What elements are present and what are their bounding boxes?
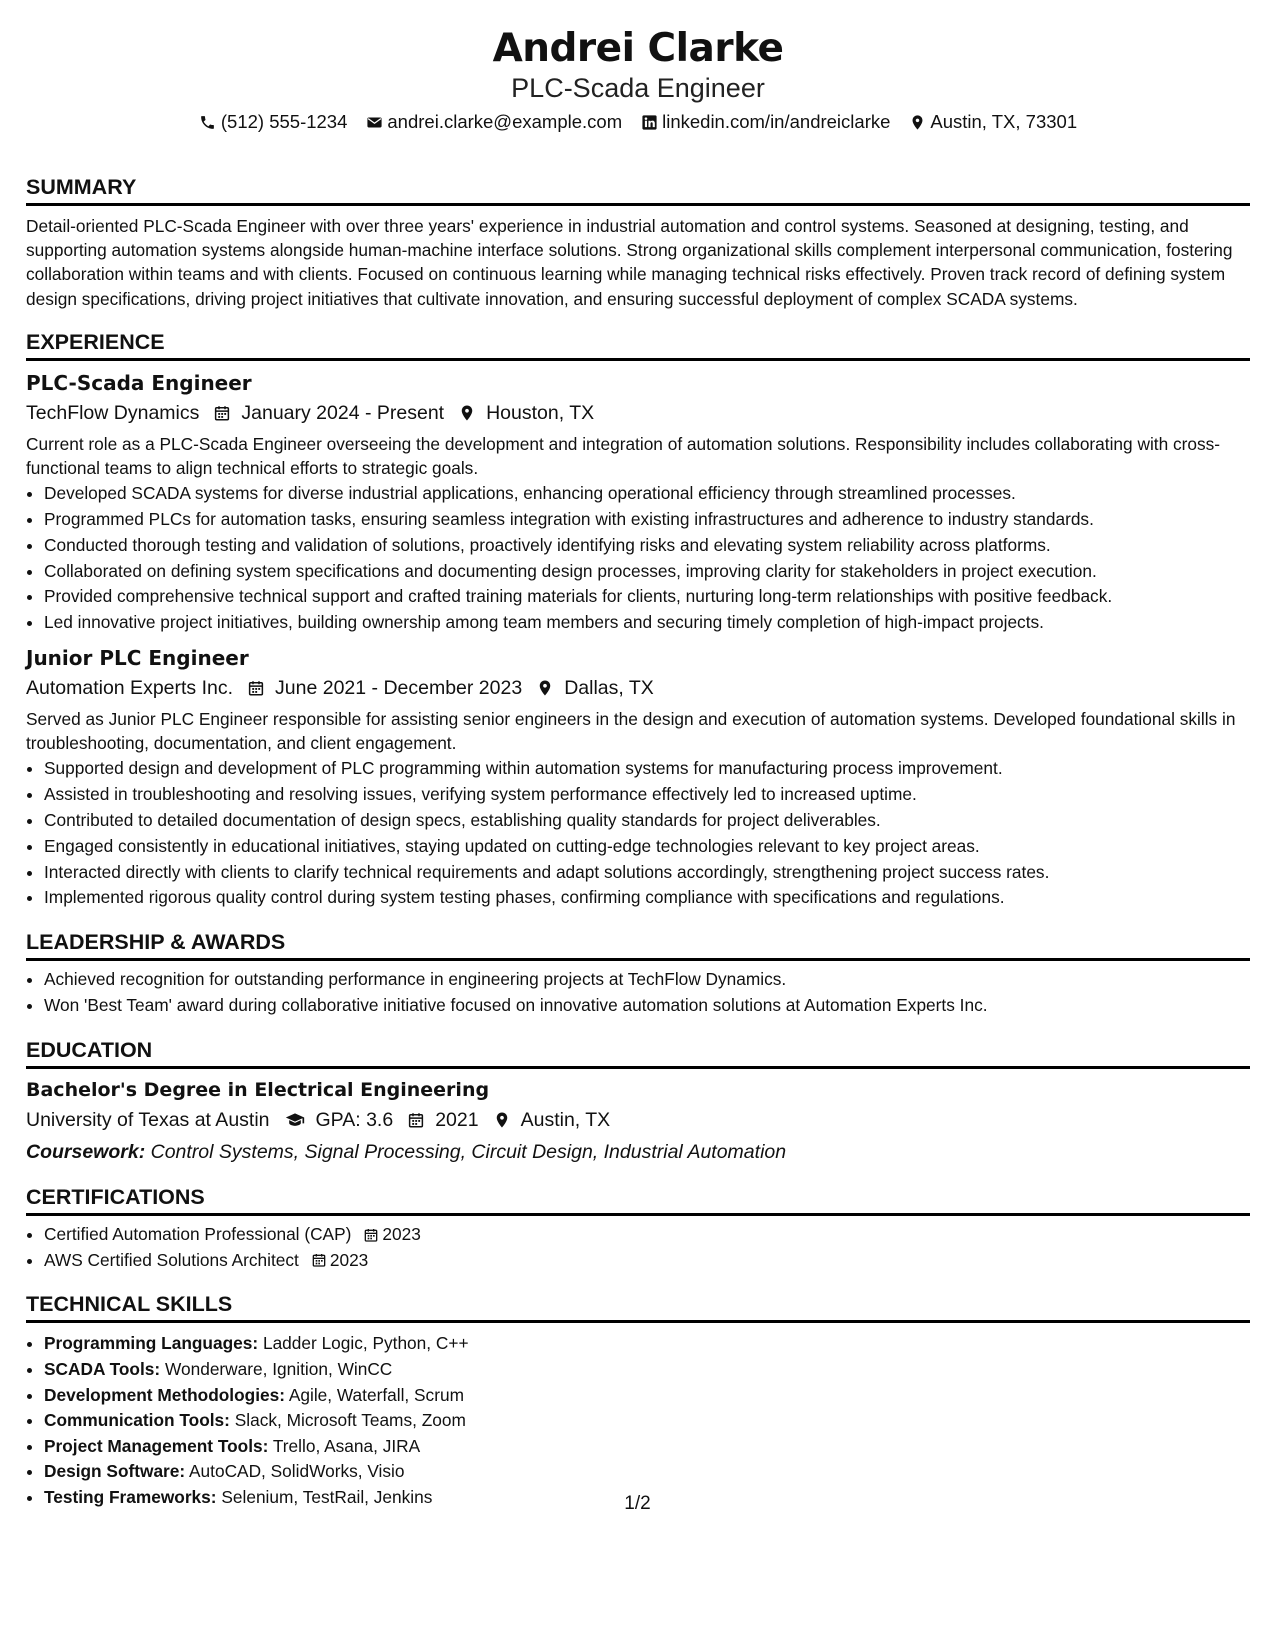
location-text: Austin, TX, 73301 xyxy=(930,111,1078,132)
contact-email[interactable] xyxy=(365,110,622,134)
section-heading: TECHNICAL SKILLS xyxy=(26,1291,1250,1323)
job-dates: June 2021 - December 2023 xyxy=(275,677,523,699)
education-section xyxy=(26,1037,1250,1166)
certification-name: • AWS Certified Solutions Architect xyxy=(44,1249,299,1270)
skills-section xyxy=(26,1291,1250,1510)
skill-item xyxy=(44,1408,1250,1434)
list-item: • Won 'Best Team' award during collaborative initiative focused on innovative automation solutions at Automation Experts Inc. xyxy=(44,993,1250,1019)
job-bullets xyxy=(26,756,1250,911)
certification-name: • Certified Automation Professional (CAP) xyxy=(44,1223,352,1244)
job-entry xyxy=(26,370,1250,636)
school-location: Austin, TX xyxy=(520,1108,611,1131)
graduation-year: 2021 xyxy=(435,1108,479,1131)
skill-value: Agile, Waterfall, Scrum xyxy=(288,1384,464,1405)
certification-year: 2023 xyxy=(382,1223,421,1244)
calendar-icon xyxy=(247,679,265,697)
list-item: • Provided comprehensive technical support and crafted training materials for clients, nurturing long-term relationships with positive feedback. xyxy=(44,584,1250,610)
skill-value: Wonderware, Ignition, WinCC xyxy=(164,1358,393,1379)
section-heading: CERTIFICATIONS xyxy=(26,1184,1250,1216)
candidate-name: Andrei Clarke xyxy=(492,26,784,71)
list-item: • Developed SCADA systems for diverse industrial applications, enhancing operational efficiency through streamlined processes. xyxy=(44,481,1250,507)
email-text: andrei.clarke@example.com xyxy=(387,111,623,132)
certification-list xyxy=(26,1222,1250,1274)
section-heading: EDUCATION xyxy=(26,1037,1250,1069)
map-pin-icon xyxy=(458,404,476,422)
skill-item xyxy=(44,1357,1250,1383)
skill-label: Development Methodologies: xyxy=(44,1384,285,1405)
company-name: Automation Experts Inc. xyxy=(26,677,234,699)
candidate-title: PLC-Scada Engineer xyxy=(511,73,765,103)
list-item: • Led innovative project initiatives, building ownership among team members and securing timely completion of high-impact projects. xyxy=(44,610,1250,636)
skill-item xyxy=(44,1331,1250,1357)
job-location: Houston, TX xyxy=(486,401,595,424)
envelope-icon xyxy=(365,113,383,131)
skill-label: Design Software: xyxy=(44,1461,186,1482)
skill-value: Trello, Asana, JIRA xyxy=(272,1435,421,1456)
list-item: • Collaborated on defining system specifications and documenting design processes, improving clarity for stakeholders in project execution. xyxy=(44,559,1250,585)
contact-linkedin[interactable] xyxy=(640,110,890,134)
school-name: University of Texas at Austin xyxy=(26,1108,270,1131)
calendar-icon xyxy=(407,1111,425,1129)
calendar-icon xyxy=(213,404,231,422)
resume-header xyxy=(26,26,1250,134)
job-meta xyxy=(26,674,1250,702)
job-description: Served as Junior PLC Engineer responsible for assisting senior engineers in the design and execution of automation systems. Developed foundational skills in troubleshooting, documentation, and client engagement. xyxy=(26,709,1236,754)
job-dates: January 2024 - Present xyxy=(241,401,445,424)
job-title: Junior PLC Engineer xyxy=(26,646,249,670)
calendar-icon xyxy=(311,1252,327,1268)
skill-value: Ladder Logic, Python, C++ xyxy=(262,1333,469,1354)
skill-label: Project Management Tools: xyxy=(44,1435,269,1456)
leadership-section xyxy=(26,929,1250,1019)
coursework-label: Coursework: xyxy=(26,1140,146,1163)
calendar-icon xyxy=(363,1227,379,1243)
skill-value: Selenium, TestRail, Jenkins xyxy=(221,1486,433,1507)
certification-year: 2023 xyxy=(329,1249,369,1270)
page-number: 1/2 xyxy=(624,1493,651,1514)
list-item: • Supported design and development of PLC programming within automation systems for manufacturing process improvement. xyxy=(44,756,1250,782)
map-pin-icon xyxy=(908,113,926,131)
graduation-cap-icon xyxy=(284,1110,306,1130)
education-meta xyxy=(26,1106,1250,1134)
job-entry xyxy=(26,645,1250,911)
job-meta xyxy=(26,399,1250,427)
company-name: TechFlow Dynamics xyxy=(26,401,200,424)
contact-phone[interactable] xyxy=(199,110,348,134)
skill-item xyxy=(44,1434,1250,1460)
skills-list xyxy=(26,1331,1250,1510)
list-item: • Contributed to detailed documentation of design specs, establishing quality standards for project deliverables. xyxy=(44,808,1250,834)
list-item: • Implemented rigorous quality control during system testing phases, confirming compliance with specifications and regulations. xyxy=(44,885,1250,911)
section-heading: SUMMARY xyxy=(26,174,1250,206)
skill-value: Slack, Microsoft Teams, Zoom xyxy=(234,1410,466,1431)
contact-bar xyxy=(26,110,1250,134)
list-item: • Engaged consistently in educational initiatives, staying updated on cutting-edge technologies relevant to key project areas. xyxy=(44,834,1250,860)
list-item: • Conducted thorough testing and validation of solutions, proactively identifying risks and elevating system reliability across platforms. xyxy=(44,533,1250,559)
summary-text: Detail-oriented PLC-Scada Engineer with over three years' experience in industrial automation and control systems. Seasoned at designing, testing, and supporting automation systems alongside human-machine interface solutions. Strong organizational skills complement interpersonal communication, fostering collaboration within teams and with clients. Focused on continuous learning while managing technical risks effectively. Proven track record of defining system design specifications, driving project initiatives that cultivate innovation, and ensuring successful deployment of complex SCADA systems. xyxy=(26,216,1233,309)
section-heading: EXPERIENCE xyxy=(26,329,1250,361)
skill-label: Programming Languages: xyxy=(44,1333,259,1354)
linkedin-icon xyxy=(640,113,658,131)
list-item: • Interacted directly with clients to clarify technical requirements and adapt solutions accordingly, strengthening project success rates. xyxy=(44,860,1250,886)
skill-label: SCADA Tools: xyxy=(44,1358,161,1379)
skill-item xyxy=(44,1383,1250,1409)
skill-value: AutoCAD, SolidWorks, Visio xyxy=(189,1461,405,1482)
job-location: Dallas, TX xyxy=(564,677,654,699)
job-bullets xyxy=(26,481,1250,636)
phone-icon xyxy=(199,113,217,131)
leadership-list xyxy=(26,967,1250,1019)
map-pin-icon xyxy=(493,1111,511,1129)
linkedin-text: linkedin.com/in/andreiclarke xyxy=(662,111,891,132)
skill-item xyxy=(44,1459,1250,1485)
skill-label: Communication Tools: xyxy=(44,1410,230,1431)
certifications-section xyxy=(26,1184,1250,1274)
list-item: • Achieved recognition for outstanding performance in engineering projects at TechFlow Dynamics. xyxy=(44,967,1250,993)
list-item: • Assisted in troubleshooting and resolving issues, verifying system performance effectively led to increased uptime. xyxy=(44,782,1250,808)
map-pin-icon xyxy=(536,679,554,697)
job-description: Current role as a PLC-Scada Engineer overseeing the development and integration of automation solutions. Responsibility includes collaborating with cross-functional teams to align technical efforts to strategic goals. xyxy=(26,433,1221,479)
phone-text: (512) 555-1234 xyxy=(220,111,348,132)
certification-item xyxy=(44,1248,1250,1274)
section-heading: LEADERSHIP & AWARDS xyxy=(26,929,1250,961)
degree-title: Bachelor's Degree in Electrical Engineering xyxy=(26,1078,490,1101)
experience-section xyxy=(26,329,1250,911)
certification-item xyxy=(44,1222,1250,1248)
contact-location xyxy=(908,110,1077,134)
coursework-list: Control Systems, Signal Processing, Circuit Design, Industrial Automation xyxy=(150,1140,787,1163)
gpa-text: GPA: 3.6 xyxy=(315,1108,394,1131)
list-item: • Programmed PLCs for automation tasks, ensuring seamless integration with existing infrastructures and adherence to industry standards. xyxy=(44,507,1250,533)
summary-section xyxy=(26,174,1250,311)
job-title: PLC-Scada Engineer xyxy=(26,370,252,395)
resume-page xyxy=(26,0,1250,1511)
skill-label: Testing Frameworks: xyxy=(44,1486,217,1507)
coursework xyxy=(26,1138,1250,1166)
